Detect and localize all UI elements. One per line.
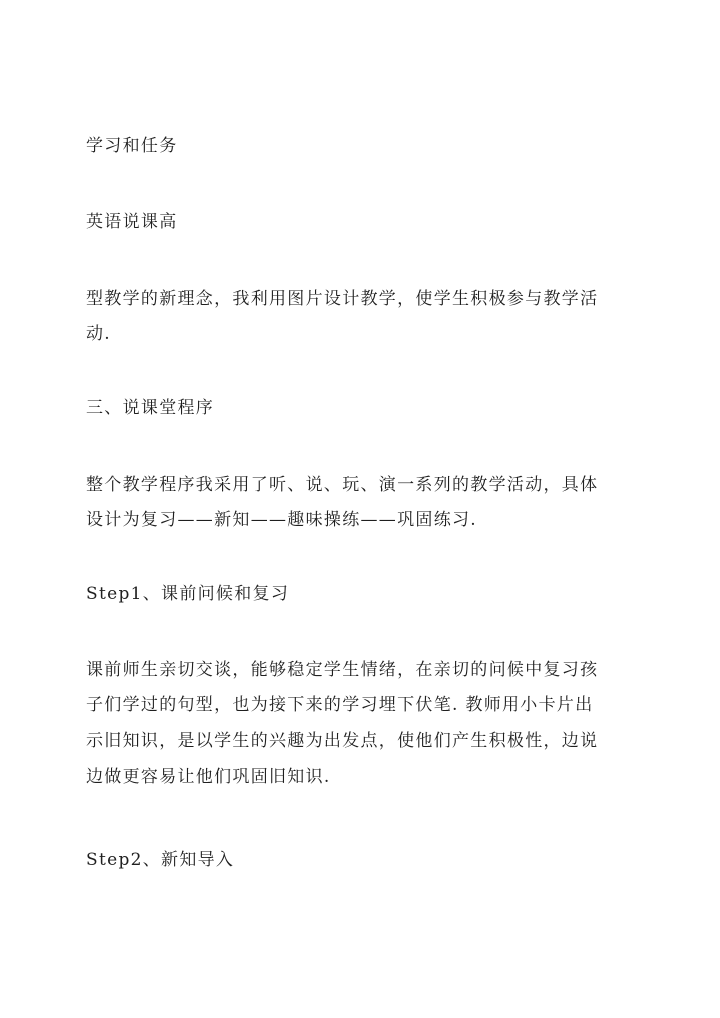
paragraph-step1-line-1: 课前师生亲切交谈，能够稳定学生情绪，在亲切的问候中复习孩: [86, 660, 599, 680]
paragraph-teaching-concept-line-1: 型教学的新理念，我利用图片设计教学，使学生积极参与教学活: [86, 289, 599, 309]
paragraph-step1-line-4: 边做更容易让他们巩固旧知识.: [86, 767, 331, 787]
paragraph-teaching-concept-line-2: 动.: [86, 324, 112, 344]
paragraph-english-lesson-high: 英语说课高: [86, 212, 178, 232]
heading-step1: Step1、课前问候和复习: [86, 584, 290, 604]
paragraph-step1-line-2: 子们学过的句型，也为接下来的学习埋下伏笔. 教师用小卡片出: [86, 695, 594, 715]
paragraph-step1-line-3: 示旧知识，是以学生的兴趣为出发点，使他们产生积极性，边说: [86, 731, 599, 751]
heading-step2: Step2、新知导入: [86, 850, 235, 870]
heading-section-three: 三、说课堂程序: [86, 398, 215, 418]
paragraph-procedure-line-1: 整个教学程序我采用了听、说、玩、演一系列的教学活动，具体: [86, 475, 599, 495]
paragraph-procedure-line-2: 设计为复习——新知——趣味操练——巩固练习.: [86, 510, 478, 530]
paragraph-learning-and-tasks: 学习和任务: [86, 136, 178, 156]
